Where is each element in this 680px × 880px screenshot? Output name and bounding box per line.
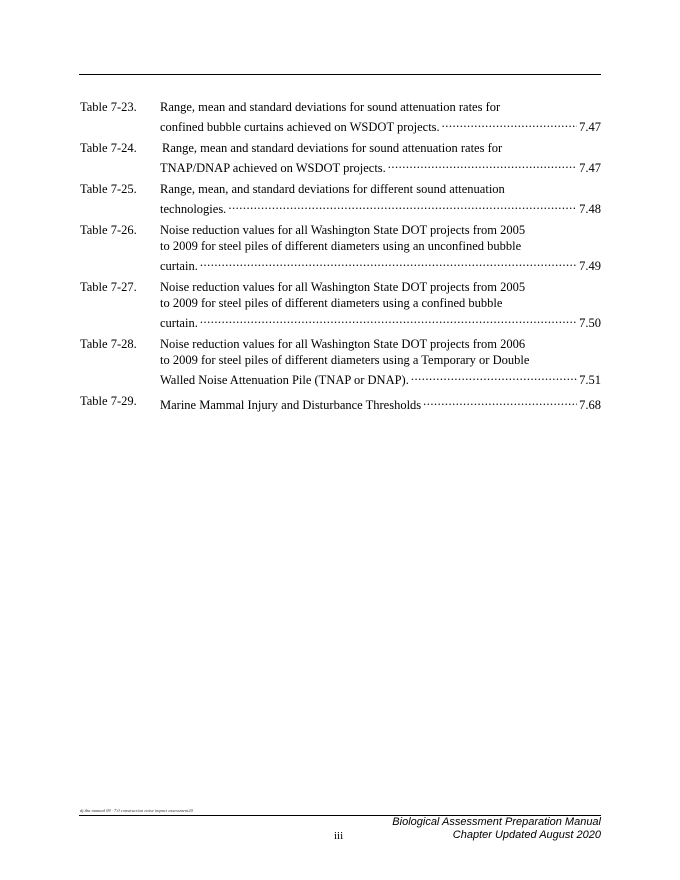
entry-last-text: confined bubble curtains achieved on WSDOT projects. [160, 120, 440, 134]
page-ref[interactable]: 7.48 [579, 202, 601, 216]
entry-body [160, 393, 601, 413]
table-number: Table 7-26. [80, 223, 137, 237]
table-number: Table 7-29. [80, 394, 137, 408]
page-ref[interactable]: 7.50 [579, 316, 601, 330]
entry-line: Range, mean and standard deviations for sound attenuation rates for [160, 100, 501, 114]
dot-leader [228, 197, 577, 213]
entry-line: Range, mean, and standard deviations for different sound attenuation [160, 182, 505, 196]
entry-line: to 2009 for steel piles of different diameters using a confined bubble [160, 296, 503, 310]
toc-entry[interactable] [80, 99, 601, 135]
toc-entry[interactable] [80, 181, 601, 217]
page-ref[interactable]: 7.51 [579, 373, 601, 387]
chapter-updated: Chapter Updated August 2020 [452, 829, 601, 841]
toc-entry[interactable] [80, 222, 601, 274]
dot-leader [411, 368, 577, 384]
file-path: dj.tba manual 09 · 7.0 construction noise impact assessment20 [80, 808, 193, 813]
entry-line: Noise reduction values for all Washington State DOT projects from 2005 [160, 280, 526, 294]
entry-body [160, 336, 601, 388]
manual-title: Biological Assessment Preparation Manual [392, 816, 601, 828]
entry-last-line [160, 115, 601, 135]
entry-last-line [160, 393, 601, 413]
toc-entry[interactable] [80, 336, 601, 388]
page-number: iii [334, 830, 344, 842]
toc-entry[interactable] [80, 279, 601, 331]
entry-line: to 2009 for steel piles of different diameters using an unconfined bubble [160, 239, 522, 253]
dot-leader [442, 115, 577, 131]
entry-last-line [160, 254, 601, 274]
entry-line: to 2009 for steel piles of different diameters using a Temporary or Double [160, 353, 530, 367]
table-number: Table 7-25. [80, 182, 137, 196]
entry-last-line [160, 311, 601, 331]
table-number: Table 7-24. [80, 141, 137, 155]
toc-entry[interactable] [80, 393, 601, 413]
dot-leader [200, 254, 577, 270]
page-ref[interactable]: 7.47 [579, 120, 601, 134]
entry-line: Noise reduction values for all Washington State DOT projects from 2005 [160, 223, 526, 237]
table-number: Table 7-27. [80, 280, 137, 294]
entry-body [160, 181, 601, 217]
entry-last-line [160, 197, 601, 217]
entry-last-text: Marine Mammal Injury and Disturbance Thresholds [160, 398, 422, 412]
entry-last-text: curtain. [160, 259, 198, 273]
table-number: Table 7-23. [80, 100, 137, 114]
dot-leader [423, 393, 577, 409]
dot-leader [200, 311, 577, 327]
entry-body [160, 140, 601, 176]
entry-line: Range, mean and standard deviations for sound attenuation rates for [162, 141, 503, 155]
table-number: Table 7-28. [80, 337, 137, 351]
entry-body [160, 222, 601, 274]
entry-body [160, 279, 601, 331]
page-ref[interactable]: 7.49 [579, 259, 601, 273]
entry-last-text: TNAP/DNAP achieved on WSDOT projects. [160, 161, 386, 175]
entry-last-text: technologies. [160, 202, 227, 216]
entry-body [160, 99, 601, 135]
page-ref[interactable]: 7.68 [579, 398, 601, 412]
dot-leader [388, 156, 577, 172]
entry-last-text: Walled Noise Attenuation Pile (TNAP or DNAP). [160, 373, 409, 387]
entry-last-text: curtain. [160, 316, 198, 330]
page-ref[interactable]: 7.47 [579, 161, 601, 175]
entry-line: Noise reduction values for all Washington State DOT projects from 2006 [160, 337, 526, 351]
toc-entry[interactable] [80, 140, 601, 176]
header-rule [79, 74, 601, 75]
list-of-tables [80, 99, 601, 418]
entry-last-line [160, 368, 601, 388]
entry-last-line [160, 156, 601, 176]
